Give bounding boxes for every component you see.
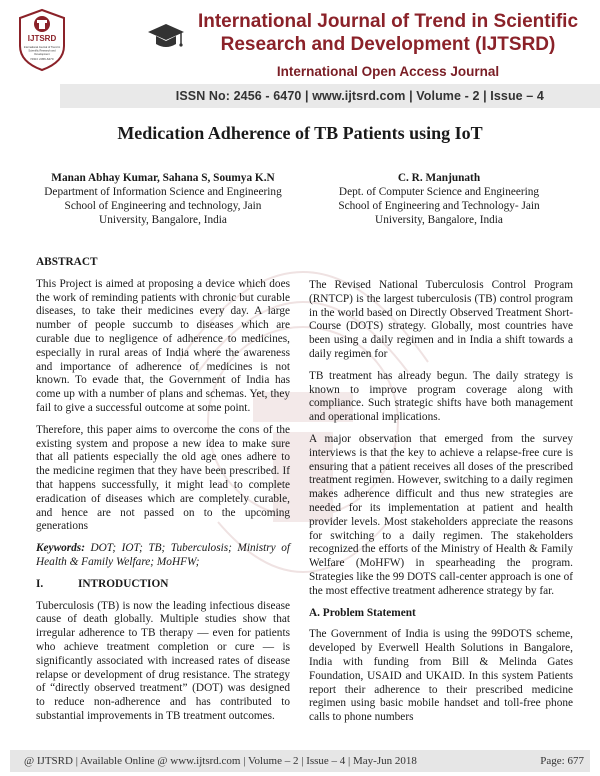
right-column [309,279,573,733]
affiliation-line: Department of Information Science and Engineering [44,186,282,198]
problem-statement-heading: A. Problem Statement [309,606,416,619]
body-paragraph: The Revised National Tuberculosis Control Program (RNTCP) is the largest tuberculosis (TB) control program in the world based on Directly Observed Treatment Short-Course (DOTS) strategy. Globally, most countries have been using a daily regimen and in India a shift towards a daily regimen for [309,279,573,360]
affiliation-line: University, Bangalore, India [375,214,503,226]
body-paragraph: Tuberculosis (TB) is now the leading infectious disease cause of death globally. Multiple studies show that irregular adherence to TB therapy — even for patients who achieve treatment completion or cure — is significantly associated with increased rates of disease relapse or development of drug resistance. The strategy of “directly observed treatment” (DOT) was designed to reduce non-adherence and has contributed to substantial improvements in TB treatment outcomes. [36,599,290,722]
affiliation-line: School of Engineering and technology, Jain [64,200,262,212]
svg-text:IJTSRD: IJTSRD [27,34,57,43]
footer-citation: @ IJTSRD | Available Online @ www.ijtsrd.com | Volume – 2 | Issue – 4 | May-Jun 2018 [24,755,417,767]
abstract-heading: ABSTRACT [36,256,98,268]
page-number: Page: 677 [540,755,584,767]
issn-line: ISSN No: 2456 - 6470 | www.ijtsrd.com | Volume - 2 | Issue – 4 [175,89,544,103]
affiliation-line: University, Bangalore, India [99,214,227,226]
keywords: Keywords: DOT; IOT; TB; Tuberculosis; Ministry of Health & Family Welfare; MoHFW; [36,542,290,568]
paper-title: Medication Adherence of TB Patients using IoT [117,123,483,143]
svg-text:Development: Development [34,53,50,56]
journal-title: International Journal of Trend in Scientific Research and Development (IJTSRD) [197,11,579,55]
introduction-heading: I. INTRODUCTION [36,577,169,590]
svg-text:ISSN: 2456-6470: ISSN: 2456-6470 [30,57,54,61]
authors-left [32,171,294,227]
journal-subtitle: International Open Access Journal [276,64,500,79]
body-paragraph: The Government of India is using the 99DOTS scheme, developed by Everwell Health Solutions in Bangalore, India with funding from Bill & Melinda Gates Foundation, USAID and UKAID. In this system Patients report their adherence to their prescribed medicine regimen using basic mobile handset and toll-free phone calls to phone numbers [309,628,573,724]
body-paragraph: A major observation that emerged from the survey interviews is that the key to achieve a relapse-free cure is ensuring that a patient receives all doses of the prescribed treatment regimen. However, switching to a daily regimen makes adherence difficult and thus new strategies are needed for its implementation at patient and health provider levels. Most stakeholders appreciate the reasons for switching to a daily regimen. The stakeholders recognized the efforts of the Ministry of Health & Family Welfare (MoHFW) in spearheading the program. Strategies like the 99 DOTS call-center approach is one of the most effective treatment adherence strategy by far. [309,432,573,597]
authors-right [306,171,572,227]
abstract-paragraph: Therefore, this paper aims to overcome the cons of the existing system and propose a new idea to make sure that all patients especially the old age ones adhere to the medicine regimen that they have been prescribed. If that happens successfully, it might lead to complete eradication of diseases which are completely curable, and hence are not passed on to the upcoming generations [36,423,290,533]
svg-text:Scientific Research and: Scientific Research and [28,49,56,53]
author-names: C. R. Manjunath [397,172,481,184]
svg-text:International Journal of Trend: International Journal of Trend in [23,46,61,49]
abstract-paragraph: This Project is aimed at proposing a device which does the work of reminding patients with chronic but curable diseases, to take their medicines every day. A large number of people succumb to diseases which are curable due to negligence of adherence to medicines, especially in rural areas of India where the awareness and importance of adherence of medicines is not known. To evade that, the Government of India has come up with a number of plans and schemas. Yet, they fail to give a successful outcome at some point. [36,277,290,414]
left-column [36,256,290,732]
author-names: Manan Abhay Kumar, Sahana S, Soumya K.N [51,172,275,184]
ijtsrd-logo [17,8,67,72]
graduation-cap-icon [146,22,186,52]
body-paragraph: TB treatment has already begun. The daily strategy is known to improve program coverage along with compliance. Such strategic shifts have both management and operational implications. [309,369,573,424]
affiliation-line: School of Engineering and Technology- Jain [338,200,540,212]
footer [24,755,584,767]
affiliation-line: Dept. of Computer Science and Engineering [338,186,540,198]
